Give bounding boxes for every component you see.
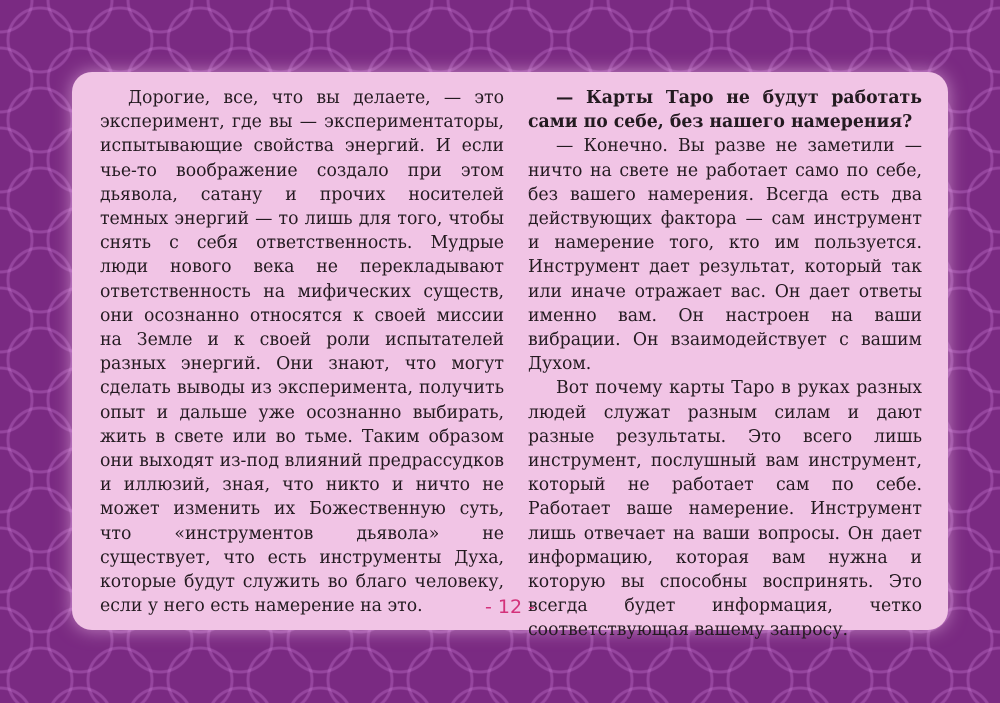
- left-column: [100, 86, 504, 618]
- question-heading: — Карты Таро не будут работать сами по себе, без нашего намерения?: [528, 88, 922, 133]
- paragraph: Вот почему карты Таро в руках разных людей служат разным силам и дают разные результаты. Это всего лишь инструмент, послушный вам инструмент, который не работает сам по себе. Работает ваше намерение. Инструмент лишь отвечает на ваши вопросы. Он дает информацию, которая вам нужна и которую вы способны воспринять. Это всегда будет информация, четко соответствующая вашему запросу.: [528, 378, 922, 641]
- right-column: [528, 86, 922, 643]
- page-number: - 12 -: [485, 596, 535, 618]
- paragraph: Дорогие, все, что вы делаете, — это эксперимент, где вы — экспериментаторы, испытывающие свойства энергий. И если чье-то воображение создало при этом дьявола, сатану и прочих носителей темных энергий — то лишь для того, чтобы снять с себя ответственность. Мудрые люди нового века не перекладывают ответственность на мифических существ, они осознанно относятся к своей миссии на Земле и к своей роли испытателей разных энергий. Они знают, что могут сделать выводы из эксперимента, получить опыт и дальше уже осознанно выбирать, жить в свете или во тьме. Таким образом они выходят из-под влияний предрассудков и иллюзий, зная, что никто и ничто не может изменить их Божественную суть, что «инструментов дьявола» не существует, что есть инструменты Духа, которые будут служить во благо человеку, если у него есть намерение на это.: [100, 88, 504, 617]
- book-page: [72, 72, 948, 641]
- paragraph: — Конечно. Вы разве не заметили — ничто на свете не работает само по себе, без вашего намерения. Всегда есть два действующих фактора — сам инструмент и намерение того, кто им пользуется. Инструмент дает результат, который так или иначе отражает вас. Он дает ответы именно вам. Он настроен на ваши вибрации. Он взаимодействует с вашим Духом.: [528, 136, 922, 375]
